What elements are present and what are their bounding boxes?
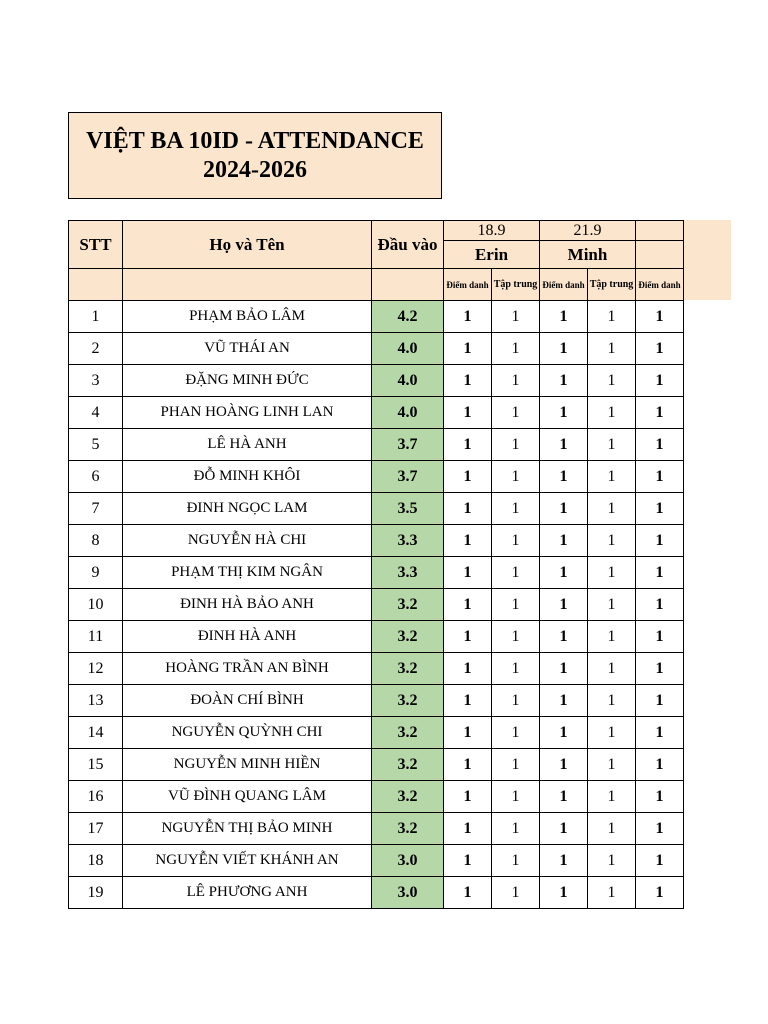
attendance-mark: 1 (636, 589, 684, 621)
student-name: PHAN HOÀNG LINH LAN (123, 397, 372, 429)
focus-subheader: Tập trung (588, 269, 636, 301)
focus-mark: 1 (588, 653, 636, 685)
student-number: 3 (69, 365, 123, 397)
attendance-mark: 1 (540, 461, 588, 493)
session-date: 21.9 (540, 221, 636, 241)
table-row (69, 429, 684, 461)
focus-mark: 1 (492, 589, 540, 621)
attendance-mark: 1 (540, 333, 588, 365)
student-name: VŨ ĐÌNH QUANG LÂM (123, 781, 372, 813)
attendance-mark: 1 (636, 877, 684, 909)
entry-score: 3.0 (372, 877, 444, 909)
focus-mark: 1 (492, 653, 540, 685)
focus-mark: 1 (492, 781, 540, 813)
focus-mark: 1 (492, 301, 540, 333)
attendance-mark: 1 (540, 365, 588, 397)
attendance-mark: 1 (444, 493, 492, 525)
attendance-table (68, 220, 684, 909)
table-row (69, 717, 684, 749)
attendance-mark: 1 (444, 685, 492, 717)
entry-score: 3.2 (372, 589, 444, 621)
focus-mark: 1 (492, 333, 540, 365)
student-name: VŨ THÁI AN (123, 333, 372, 365)
attendance-mark: 1 (444, 525, 492, 557)
table-row (69, 461, 684, 493)
attendance-mark: 1 (636, 525, 684, 557)
focus-mark: 1 (492, 717, 540, 749)
session-teacher: Erin (444, 241, 540, 269)
attendance-mark: 1 (444, 557, 492, 589)
table-row (69, 813, 684, 845)
attendance-mark: 1 (636, 653, 684, 685)
attendance-mark: 1 (444, 845, 492, 877)
student-name: PHẠM BẢO LÂM (123, 301, 372, 333)
attendance-mark: 1 (636, 749, 684, 781)
entry-score: 3.2 (372, 781, 444, 813)
student-name: PHẠM THỊ KIM NGÂN (123, 557, 372, 589)
focus-mark: 1 (588, 397, 636, 429)
focus-mark: 1 (492, 429, 540, 461)
entry-score: 3.3 (372, 557, 444, 589)
header-blank (372, 269, 444, 301)
entry-score: 3.7 (372, 461, 444, 493)
attendance-mark: 1 (636, 813, 684, 845)
student-number: 19 (69, 877, 123, 909)
focus-mark: 1 (492, 877, 540, 909)
focus-mark: 1 (588, 365, 636, 397)
attendance-mark: 1 (444, 717, 492, 749)
attendance-subheader: Điểm danh (540, 269, 588, 301)
attendance-mark: 1 (444, 461, 492, 493)
attendance-mark: 1 (636, 685, 684, 717)
attendance-mark: 1 (540, 685, 588, 717)
table-row (69, 685, 684, 717)
entry-score: 3.2 (372, 749, 444, 781)
attendance-mark: 1 (636, 365, 684, 397)
attendance-mark: 1 (636, 301, 684, 333)
entry-score: 3.3 (372, 525, 444, 557)
attendance-mark: 1 (636, 333, 684, 365)
focus-mark: 1 (588, 429, 636, 461)
student-number: 12 (69, 653, 123, 685)
attendance-mark: 1 (540, 525, 588, 557)
header-blank (69, 269, 123, 301)
attendance-mark: 1 (540, 589, 588, 621)
focus-mark: 1 (588, 717, 636, 749)
attendance-mark: 1 (540, 621, 588, 653)
student-number: 13 (69, 685, 123, 717)
focus-mark: 1 (588, 845, 636, 877)
table-row (69, 749, 684, 781)
entry-score: 3.0 (372, 845, 444, 877)
student-number: 18 (69, 845, 123, 877)
attendance-mark: 1 (540, 781, 588, 813)
attendance-mark: 1 (444, 365, 492, 397)
student-name: HOÀNG TRẦN AN BÌNH (123, 653, 372, 685)
student-number: 4 (69, 397, 123, 429)
focus-mark: 1 (492, 557, 540, 589)
student-number: 7 (69, 493, 123, 525)
student-name: ĐOÀN CHÍ BÌNH (123, 685, 372, 717)
entry-score: 3.2 (372, 717, 444, 749)
entry-score: 3.2 (372, 685, 444, 717)
attendance-mark: 1 (540, 749, 588, 781)
attendance-mark: 1 (636, 493, 684, 525)
attendance-subheader: Điểm danh (636, 269, 684, 301)
table-row (69, 621, 684, 653)
attendance-mark: 1 (636, 621, 684, 653)
header-entry: Đầu vào (372, 221, 444, 269)
attendance-mark: 1 (636, 397, 684, 429)
entry-score: 3.2 (372, 621, 444, 653)
student-name: ĐINH HÀ ANH (123, 621, 372, 653)
student-name: NGUYỄN QUỲNH CHI (123, 717, 372, 749)
student-number: 5 (69, 429, 123, 461)
attendance-mark: 1 (540, 493, 588, 525)
focus-mark: 1 (588, 333, 636, 365)
header-name: Họ và Tên (123, 221, 372, 269)
attendance-mark: 1 (636, 845, 684, 877)
attendance-mark: 1 (444, 877, 492, 909)
focus-mark: 1 (588, 493, 636, 525)
focus-mark: 1 (588, 461, 636, 493)
student-name: LÊ PHƯƠNG ANH (123, 877, 372, 909)
student-name: ĐỖ MINH KHÔI (123, 461, 372, 493)
focus-mark: 1 (492, 685, 540, 717)
focus-mark: 1 (588, 589, 636, 621)
sheet-title-box (68, 112, 442, 199)
focus-mark: 1 (492, 749, 540, 781)
student-number: 6 (69, 461, 123, 493)
student-number: 10 (69, 589, 123, 621)
focus-mark: 1 (588, 525, 636, 557)
focus-mark: 1 (588, 813, 636, 845)
entry-score: 3.5 (372, 493, 444, 525)
attendance-mark: 1 (540, 717, 588, 749)
table-row (69, 301, 684, 333)
student-number: 1 (69, 301, 123, 333)
entry-score: 4.0 (372, 397, 444, 429)
attendance-mark: 1 (444, 621, 492, 653)
entry-score: 4.0 (372, 365, 444, 397)
table-row (69, 877, 684, 909)
entry-score: 3.7 (372, 429, 444, 461)
table-row (69, 493, 684, 525)
attendance-mark: 1 (636, 429, 684, 461)
entry-score: 4.0 (372, 333, 444, 365)
sheet-title: VIỆT BA 10ID - ATTENDANCE (86, 127, 424, 154)
student-number: 11 (69, 621, 123, 653)
focus-mark: 1 (588, 877, 636, 909)
student-name: NGUYỄN THỊ BẢO MINH (123, 813, 372, 845)
focus-mark: 1 (588, 685, 636, 717)
entry-score: 4.2 (372, 301, 444, 333)
session-date (636, 221, 684, 241)
table-row (69, 845, 684, 877)
attendance-mark: 1 (636, 557, 684, 589)
focus-mark: 1 (588, 557, 636, 589)
table-row (69, 781, 684, 813)
student-number: 16 (69, 781, 123, 813)
student-number: 8 (69, 525, 123, 557)
attendance-mark: 1 (540, 845, 588, 877)
header-fill-extension (683, 220, 731, 300)
student-name: NGUYỄN MINH HIỀN (123, 749, 372, 781)
student-number: 15 (69, 749, 123, 781)
table-row (69, 653, 684, 685)
attendance-mark: 1 (444, 301, 492, 333)
attendance-mark: 1 (540, 301, 588, 333)
attendance-mark: 1 (444, 749, 492, 781)
table-row (69, 525, 684, 557)
focus-mark: 1 (492, 813, 540, 845)
session-teacher: Minh (540, 241, 636, 269)
attendance-mark: 1 (540, 397, 588, 429)
student-name: NGUYỄN HÀ CHI (123, 525, 372, 557)
attendance-mark: 1 (540, 653, 588, 685)
table-row (69, 589, 684, 621)
header-blank (123, 269, 372, 301)
attendance-mark: 1 (444, 397, 492, 429)
attendance-mark: 1 (540, 877, 588, 909)
focus-mark: 1 (588, 301, 636, 333)
focus-mark: 1 (492, 461, 540, 493)
attendance-mark: 1 (636, 461, 684, 493)
focus-mark: 1 (492, 845, 540, 877)
attendance-mark: 1 (636, 717, 684, 749)
attendance-mark: 1 (444, 589, 492, 621)
student-name: ĐINH NGỌC LAM (123, 493, 372, 525)
focus-mark: 1 (492, 397, 540, 429)
focus-subheader: Tập trung (492, 269, 540, 301)
attendance-mark: 1 (444, 429, 492, 461)
student-name: ĐINH HÀ BẢO ANH (123, 589, 372, 621)
header-stt: STT (69, 221, 123, 269)
student-number: 9 (69, 557, 123, 589)
student-number: 2 (69, 333, 123, 365)
table-row (69, 557, 684, 589)
student-number: 14 (69, 717, 123, 749)
student-name: ĐẶNG MINH ĐỨC (123, 365, 372, 397)
sheet-subtitle: 2024-2026 (203, 156, 307, 183)
attendance-mark: 1 (444, 813, 492, 845)
student-number: 17 (69, 813, 123, 845)
attendance-mark: 1 (444, 653, 492, 685)
focus-mark: 1 (492, 493, 540, 525)
focus-mark: 1 (588, 621, 636, 653)
focus-mark: 1 (492, 365, 540, 397)
session-date: 18.9 (444, 221, 540, 241)
attendance-mark: 1 (636, 781, 684, 813)
attendance-subheader: Điểm danh (444, 269, 492, 301)
focus-mark: 1 (492, 621, 540, 653)
focus-mark: 1 (588, 781, 636, 813)
attendance-mark: 1 (540, 813, 588, 845)
table-row (69, 397, 684, 429)
student-name: LÊ HÀ ANH (123, 429, 372, 461)
focus-mark: 1 (588, 749, 636, 781)
entry-score: 3.2 (372, 653, 444, 685)
focus-mark: 1 (492, 525, 540, 557)
attendance-mark: 1 (444, 781, 492, 813)
session-teacher (636, 241, 684, 269)
student-name: NGUYỄN VIẾT KHÁNH AN (123, 845, 372, 877)
attendance-mark: 1 (444, 333, 492, 365)
table-row (69, 333, 684, 365)
attendance-mark: 1 (540, 557, 588, 589)
table-row (69, 365, 684, 397)
attendance-mark: 1 (540, 429, 588, 461)
entry-score: 3.2 (372, 813, 444, 845)
